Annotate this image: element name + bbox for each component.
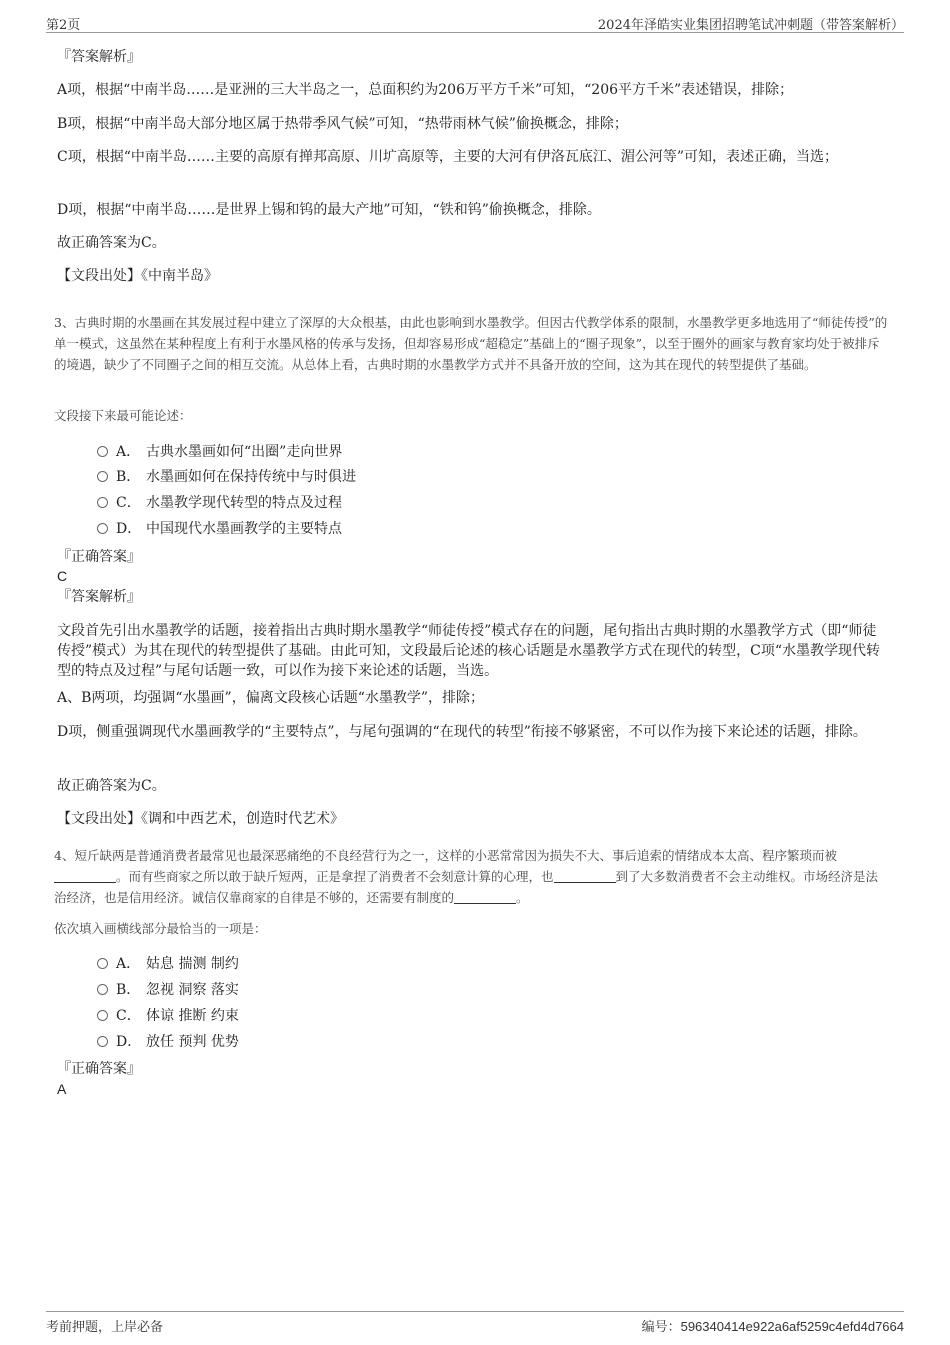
q3-analysis-1: 文段首先引出水墨教学的话题，接着指出古典时期水墨教学“师徒传授”模式存在的问题，尾句指出古典时期的水墨教学方式（即“师徒传授”模式）为其在现代的转型提供了基础。由此可知，文段最后论述的核心话题是水墨教学方式在现代的转型，C项“水墨教学现代转型的特点及过程”与尾句话题一致，可以作为接下来论述的话题，当选。 [57, 623, 881, 679]
page-number: 第2页 [46, 18, 81, 33]
q2-analysis-a: A项，根据“中南半岛……是亚洲的三大半岛之一，总面积约为206万平方千米”可知，“206平方千米”表述错误，排除； [57, 82, 794, 98]
q4-option-d[interactable]: D． 放任 预判 优势 [97, 1032, 239, 1052]
q3-stem: 3、古典时期的水墨画在其发展过程中建立了深厚的大众根基，由此也影响到水墨教学。但因古代教学体系的限制，水墨教学更多地选用了“师徒传授”的单一模式，这虽然在某种程度上有利于水墨风格的传承与发扬，但却容易形成“超稳定”基础上的“圈子现象”，以至于圈外的画家与教育家均处于被排斥的境遇，缺少了不同圈子之间的相互交流。从总体上看，古典时期的水墨教学方式并不具备开放的空间，这为其在现代的转型提供了基础。 [54, 315, 888, 372]
radio-button[interactable] [97, 984, 108, 995]
radio-button[interactable] [97, 446, 108, 457]
q3-analysis-label: 『答案解析』 [57, 589, 141, 605]
q3-option-d[interactable]: D． 中国现代水墨画教学的主要特点 [97, 519, 342, 539]
q4-answer: A [57, 1081, 67, 1097]
q3-answer-label: 『正确答案』 [57, 549, 141, 565]
blank-2 [554, 869, 616, 883]
page-header [46, 12, 904, 33]
radio-button[interactable] [97, 497, 108, 508]
q3-option-b[interactable]: B． 水墨画如何在保持传统中与时俱进 [97, 467, 356, 487]
q3-conclusion: 故正确答案为C。 [57, 778, 166, 794]
q4-prompt: 依次填入画横线部分最恰当的一项是： [54, 921, 267, 936]
q4-stem: 4、短斤缺两是普通消费者最常见也最深恶痛绝的不良经营行为之一，这样的小恶常常因为损失不大、事后追索的情绪成本太高、程序繁琐而被。而有些商家之所以敢于缺斤短两，正是拿捏了消费者不会刻意计算的心理，也 到了大多数消费者不会主动维权。市场经济是法治经济，也是信用经济。诚信仅靠商家的自律是不够的，还需要有制度的 。 [54, 848, 879, 905]
q3-answer: C [57, 568, 68, 584]
q2-source: 【文段出处】《中南半岛》 [57, 268, 218, 284]
q4-option-c[interactable]: C． 体谅 推断 约束 [97, 1006, 239, 1026]
q2-analysis-d: D项，根据“中南半岛……是世界上锡和钨的最大产地”可知，“铁和钨”偷换概念，排除。 [57, 202, 601, 218]
document-title: 2024年泽皓实业集团招聘笔试冲刺题（带答案解析） [597, 18, 904, 33]
radio-button[interactable] [97, 523, 108, 534]
blank-1 [54, 869, 116, 883]
q3-analysis-3: D项，侧重强调现代水墨画教学的“主要特点”，与尾句强调的“在现代的转型”衔接不够紧密，不可以作为接下来论述的话题，排除。 [57, 724, 867, 740]
q2-conclusion: 故正确答案为C。 [57, 235, 166, 251]
blank-3 [454, 890, 516, 904]
q4-option-b[interactable]: B． 忽视 洞察 落实 [97, 980, 239, 1000]
q4-option-a[interactable]: A． 姑息 揣测 制约 [97, 954, 239, 974]
q2-analysis-label: 『答案解析』 [57, 49, 141, 65]
page-footer [46, 1311, 904, 1334]
radio-button[interactable] [97, 471, 108, 482]
q3-prompt: 文段接下来最可能论述： [54, 408, 192, 423]
q3-analysis-2: A、B两项，均强调“水墨画”，偏离文段核心话题“水墨教学”，排除； [57, 690, 485, 706]
footer-slogan: 考前押题，上岸必备 [46, 1320, 164, 1335]
q2-analysis-c: C项，根据“中南半岛……主要的高原有掸邦高原、川圹高原等，主要的大河有伊洛瓦底江、湄公河等”可知，表述正确，当选； [57, 149, 839, 165]
q3-option-c[interactable]: C． 水墨教学现代转型的特点及过程 [97, 493, 342, 513]
document-id: 编号：596340414e922a6af5259c4efd4d7664 [641, 1319, 904, 1335]
q3-source: 【文段出处】《调和中西艺术，创造时代艺术》 [57, 811, 344, 827]
radio-button[interactable] [97, 958, 108, 969]
q3-option-a[interactable]: A． 古典水墨画如何“出圈”走向世界 [97, 442, 342, 462]
radio-button[interactable] [97, 1036, 108, 1047]
q4-answer-label: 『正确答案』 [57, 1061, 141, 1077]
q2-analysis-b: B项，根据“中南半岛大部分地区属于热带季风气候”可知，“热带雨林气候”偷换概念，排除； [57, 116, 628, 132]
radio-button[interactable] [97, 1010, 108, 1021]
